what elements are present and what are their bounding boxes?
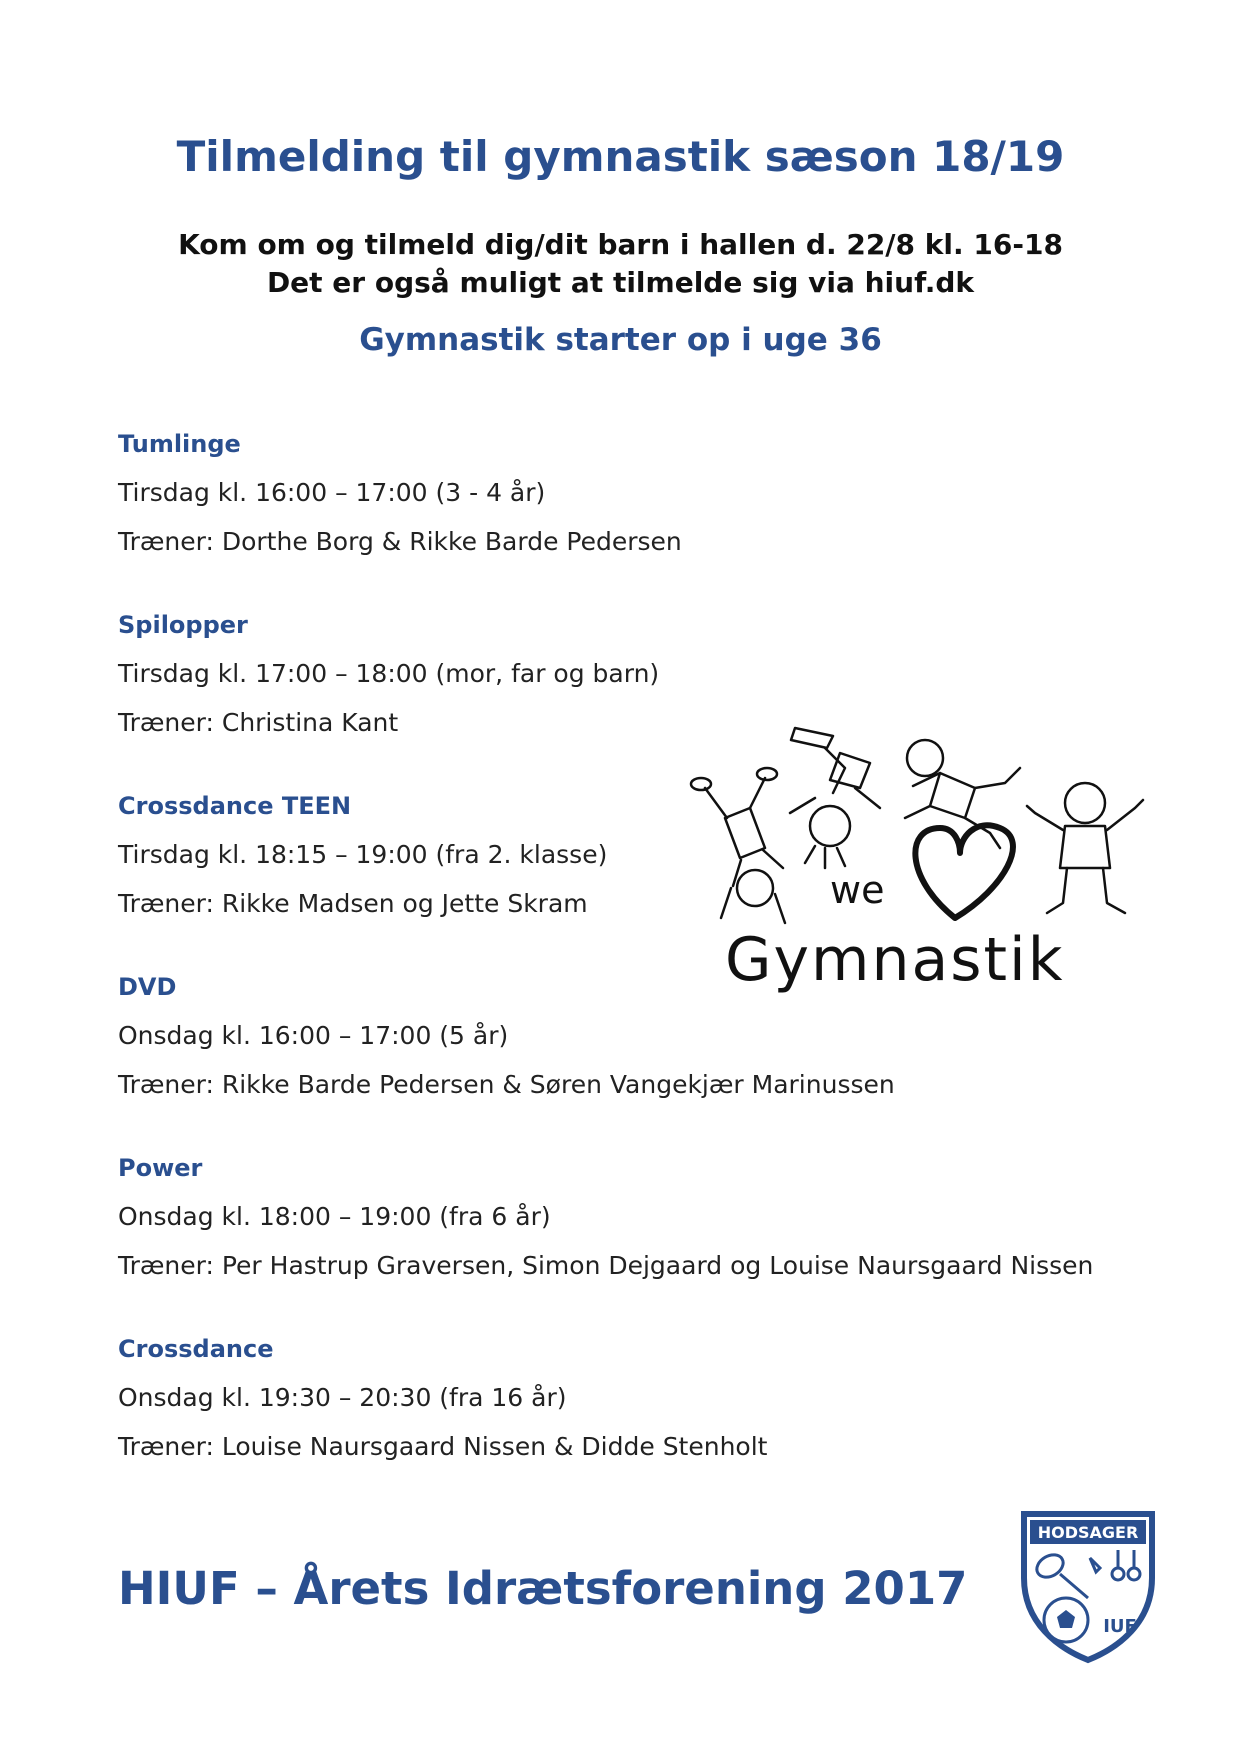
class-trainer: Træner: Rikke Madsen og Jette Skram xyxy=(118,889,588,918)
class-name: Crossdance xyxy=(118,1335,274,1363)
class-name: Crossdance TEEN xyxy=(118,792,352,820)
crest-top-text: HODSAGER xyxy=(1037,1523,1139,1542)
illustration-word-we: we xyxy=(830,868,885,912)
class-trainer: Træner: Dorthe Borg & Rikke Barde Pedersen xyxy=(118,527,682,556)
class-name: Power xyxy=(118,1154,203,1182)
class-time: Tirsdag kl. 18:15 – 19:00 (fra 2. klasse) xyxy=(118,840,608,869)
class-time: Tirsdag kl. 17:00 – 18:00 (mor, far og barn) xyxy=(118,659,660,688)
intro-line-2: Det er også muligt at tilmelde sig via hiuf.dk xyxy=(266,266,975,299)
intro-line-1: Kom om og tilmeld dig/dit barn i hallen d. 22/8 kl. 16-18 xyxy=(178,228,1063,261)
class-name: Spilopper xyxy=(118,611,248,639)
crest-bottom-text: IUF xyxy=(1103,1616,1137,1637)
class-block xyxy=(118,428,1198,609)
start-note: Gymnastik starter op i uge 36 xyxy=(359,322,882,358)
standing-kid-icon xyxy=(1027,783,1143,913)
page-title: Tilmelding til gymnastik sæson 18/19 xyxy=(176,132,1065,181)
class-trainer: Træner: Christina Kant xyxy=(118,708,399,737)
class-block xyxy=(118,1152,1198,1333)
class-trainer: Træner: Rikke Barde Pedersen & Søren Vangekjær Marinussen xyxy=(118,1070,895,1099)
we-love-gymnastik-illustration xyxy=(655,718,1195,1008)
class-name: DVD xyxy=(118,973,177,1001)
class-time: Onsdag kl. 16:00 – 17:00 (5 år) xyxy=(118,1021,509,1050)
class-trainer: Træner: Per Hastrup Graversen, Simon Dejgaard og Louise Naursgaard Nissen xyxy=(118,1251,1094,1280)
handstand-kid-icon xyxy=(790,728,880,868)
heart-icon xyxy=(915,825,1013,918)
class-trainer: Træner: Louise Naursgaard Nissen & Didde Stenholt xyxy=(118,1432,768,1461)
illustration-word-gymnastik: Gymnastik xyxy=(725,925,1065,995)
class-name: Tumlinge xyxy=(118,430,241,458)
class-time: Onsdag kl. 18:00 – 19:00 (fra 6 år) xyxy=(118,1202,551,1231)
cartwheel-kid-left-icon xyxy=(691,768,785,923)
class-block xyxy=(118,1333,1198,1514)
class-time: Onsdag kl. 19:30 – 20:30 (fra 16 år) xyxy=(118,1383,567,1412)
hodsager-iuf-crest-logo xyxy=(1018,1508,1158,1666)
footer-slogan: HIUF – Årets Idrætsforening 2017 xyxy=(118,1562,968,1615)
class-time: Tirsdag kl. 16:00 – 17:00 (3 - 4 år) xyxy=(118,478,546,507)
